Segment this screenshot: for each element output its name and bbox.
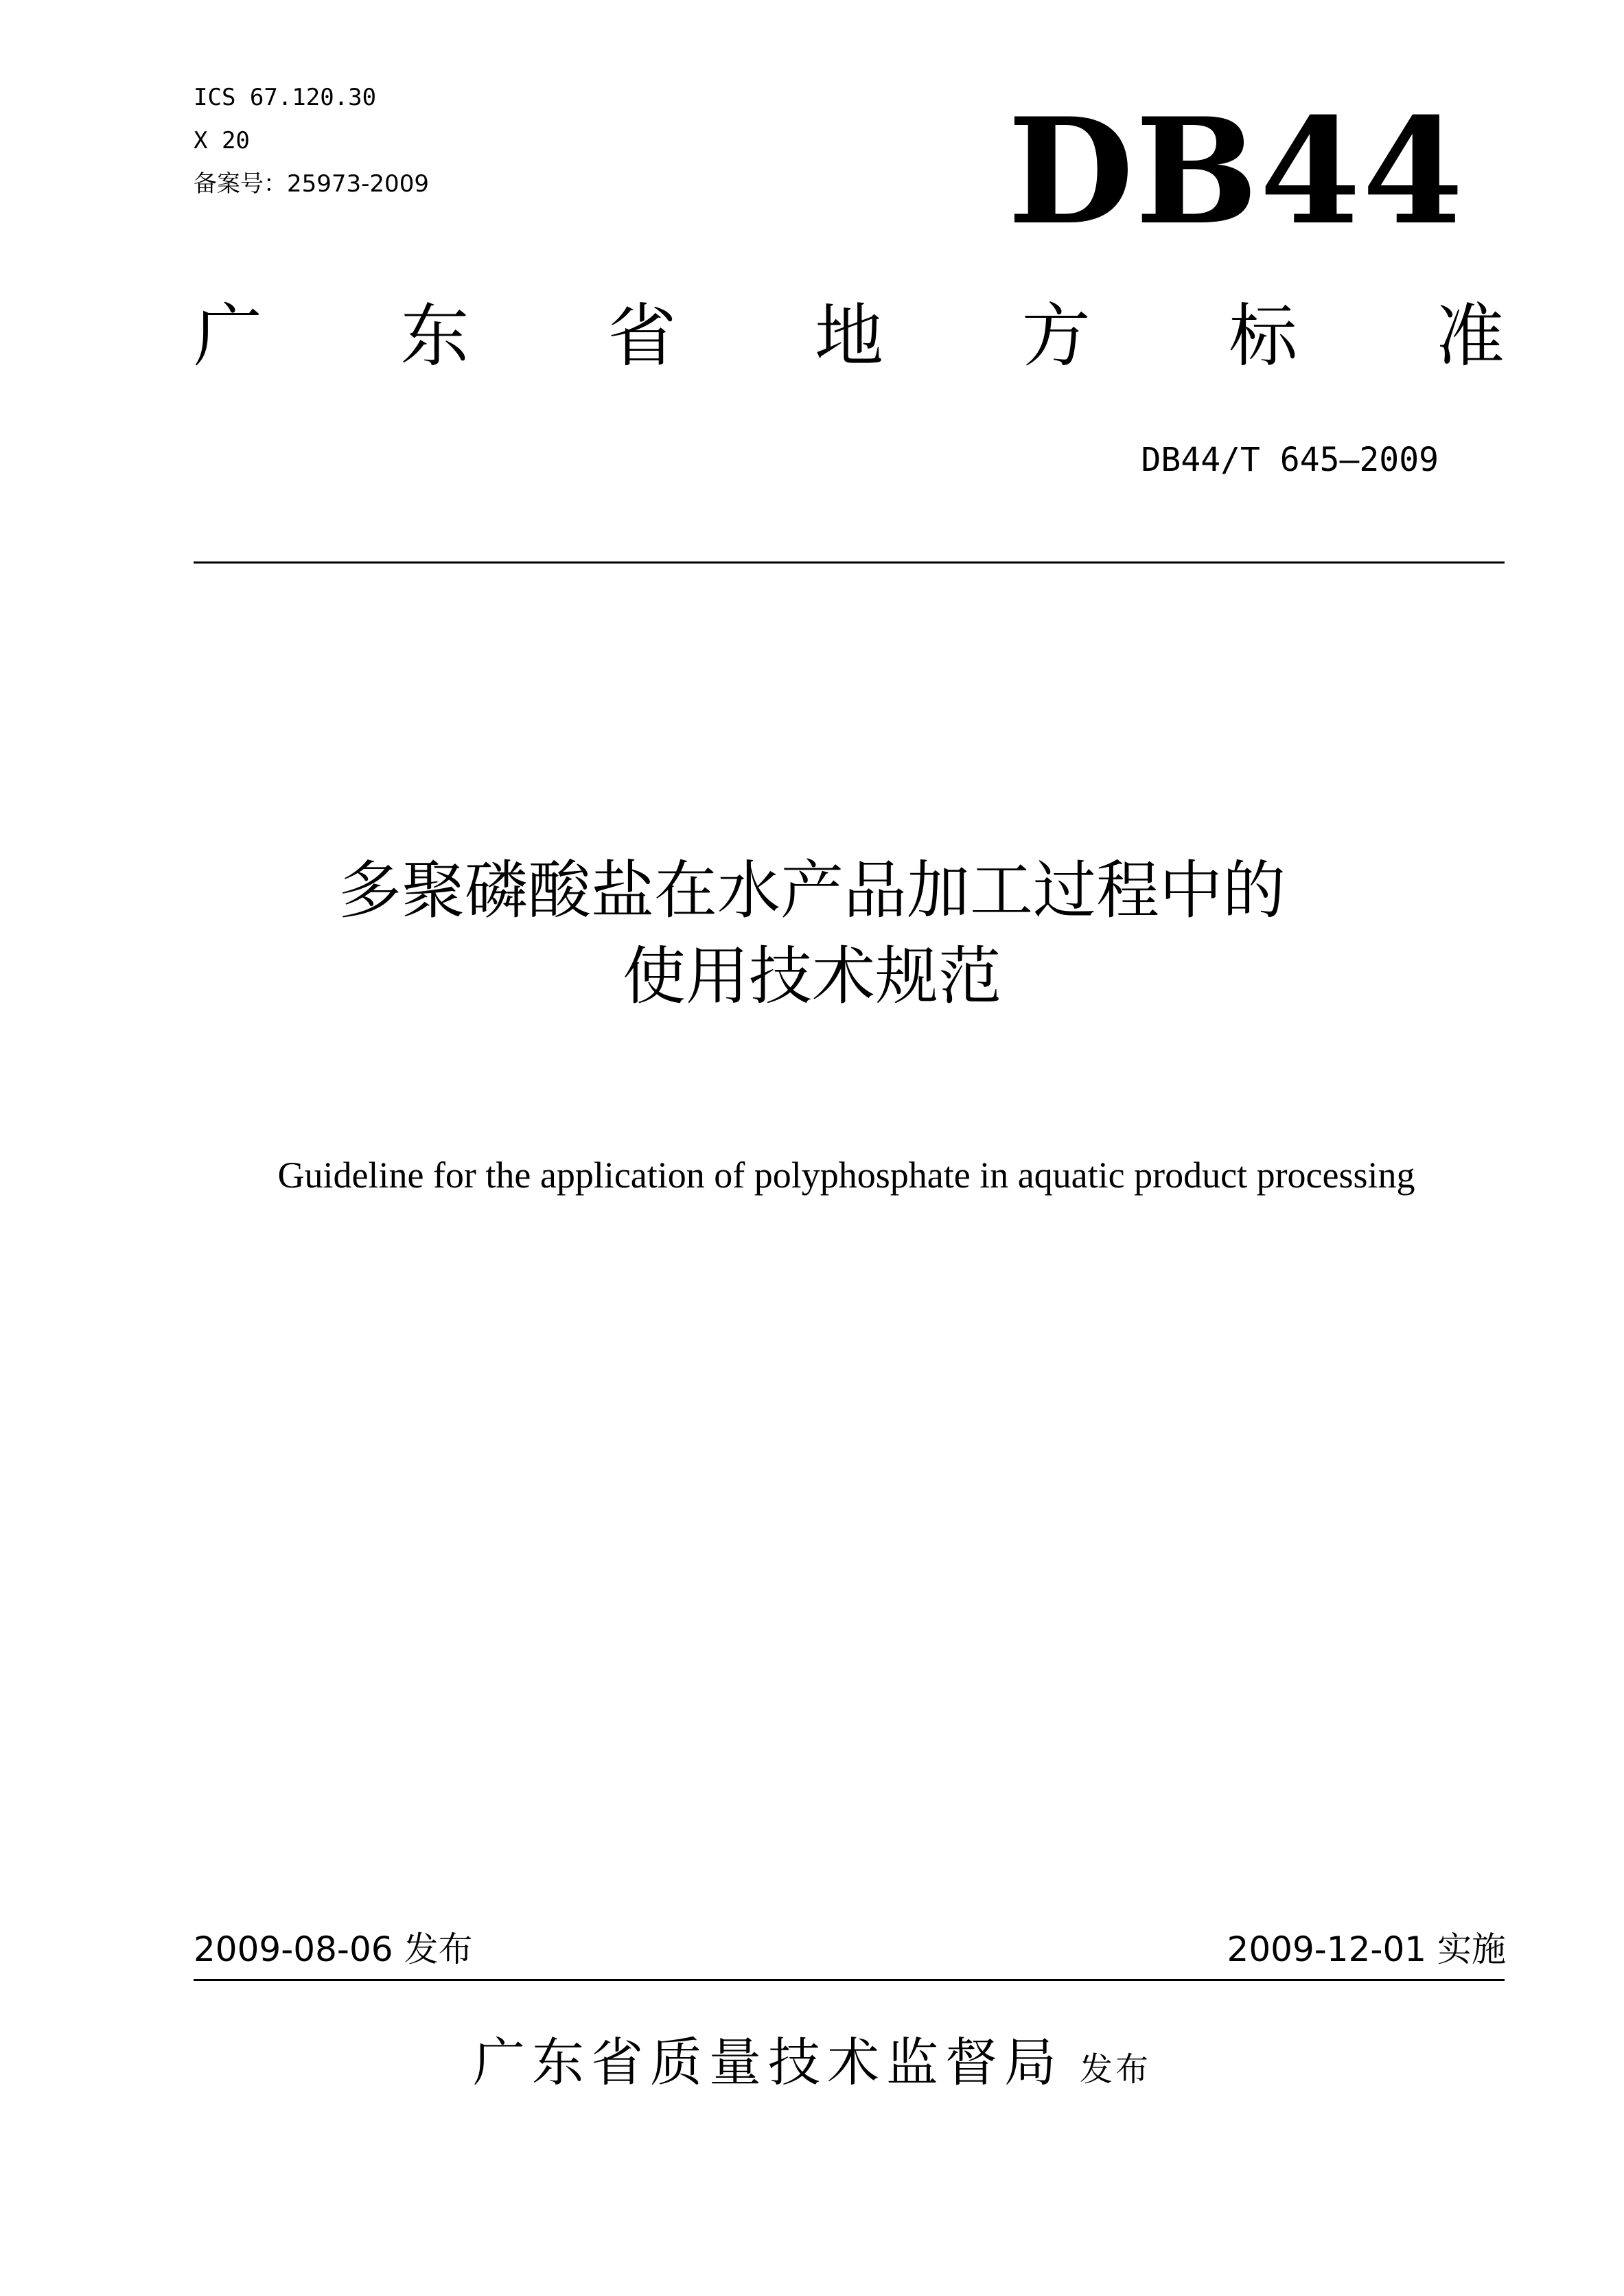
issuer-suffix: 发布 [1079, 2050, 1151, 2089]
standard-type-char: 地 [814, 296, 883, 376]
db44-logo: DB44 [1008, 86, 1465, 257]
implementation-date: 2009-12-01 实施 [1227, 1929, 1506, 1969]
bottom-divider [194, 1979, 1505, 1981]
standard-type-char: 准 [1435, 296, 1505, 376]
classification-code: X 20 [194, 127, 250, 154]
standard-number: DB44/T 645—2009 [1141, 441, 1439, 479]
issuing-authority [0, 2028, 1624, 2097]
document-title-english: Guideline for the application of polyphosphate in aquatic product processing [277, 1155, 1415, 1196]
ics-code: ICS 67.120.30 [194, 84, 377, 111]
standard-type-char: 省 [607, 296, 677, 376]
standard-type-char: 标 [1229, 296, 1298, 376]
issue-date: 2009-08-06 发布 [194, 1929, 473, 1969]
document-title-chinese [0, 848, 1624, 1019]
issuer-name: 广东省质量技术监督局 [472, 2032, 1063, 2093]
standard-type-title [194, 295, 1505, 378]
document-title-line: 使用技术规范 [622, 940, 1001, 1013]
standard-type-char: 方 [1021, 296, 1091, 376]
record-number: 备案号：25973-2009 [194, 170, 429, 198]
standard-type-char: 东 [400, 296, 469, 376]
top-divider [194, 561, 1505, 564]
document-title-line: 多聚磷酸盐在水产品加工过程中的 [338, 854, 1286, 927]
standard-type-char: 广 [194, 296, 262, 376]
